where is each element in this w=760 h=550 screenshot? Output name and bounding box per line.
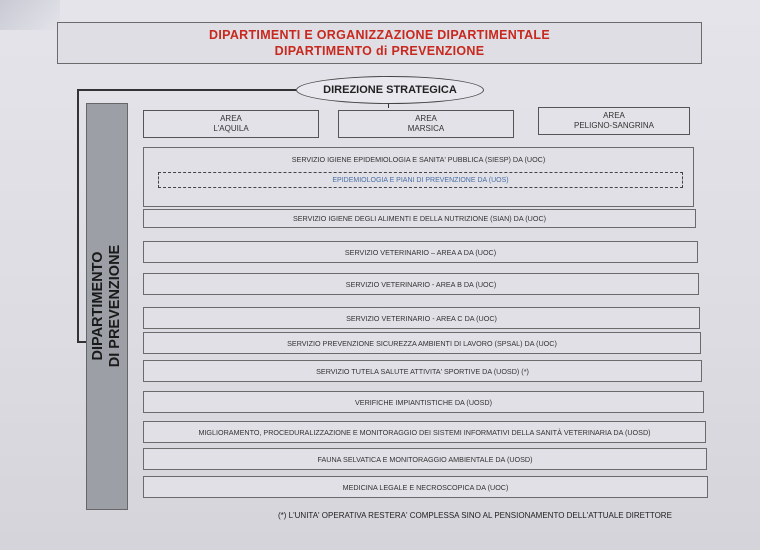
dipartimento-label-line1: DIPARTIMENTO <box>90 251 106 361</box>
service-box-vet-c <box>143 307 700 329</box>
service-box-fauna <box>143 448 707 470</box>
service-sub-uos: EPIDEMIOLOGIA E PIANI DI PREVENZIONE DA (UOS) <box>158 172 683 188</box>
dipartimento-label <box>90 245 124 367</box>
dipartimento-prevenzione-bar <box>86 103 128 510</box>
area-peligno-label: AREA <box>603 111 625 120</box>
area-laquila <box>143 110 319 138</box>
area-marsica-label: AREA <box>415 114 437 123</box>
service-box-vet-b <box>143 273 699 295</box>
service-label-vet-a: SERVIZIO VETERINARIO – AREA A DA (UOC) <box>344 247 497 257</box>
page-subtitle: DIPARTIMENTO di PREVENZIONE <box>274 44 485 58</box>
area-peligno-name: PELIGNO-SANGRINA <box>573 121 654 130</box>
connector-top-horizontal <box>77 89 296 91</box>
dipartimento-label-line2: DI PREVENZIONE <box>107 244 123 368</box>
connector-left-vertical <box>77 89 79 343</box>
service-box-miglioramento <box>143 421 706 443</box>
area-marsica <box>338 110 514 138</box>
direzione-strategica-node: DIREZIONE STRATEGICA <box>296 76 484 104</box>
area-laquila-name: L'AQUILA <box>213 124 249 133</box>
area-marsica-name: MARSICA <box>407 124 445 133</box>
service-box-spsal <box>143 332 701 354</box>
service-box-verifiche <box>143 391 704 413</box>
service-label-vet-c: SERVIZIO VETERINARIO - AREA C DA (UOC) <box>346 313 497 323</box>
service-label-verifiche: VERIFICHE IMPIANTISTICHE DA (UOSD) <box>355 397 492 407</box>
page-title: DIPARTIMENTI E ORGANIZZAZIONE DIPARTIMENTALE <box>209 28 550 42</box>
area-peligno-sangrina <box>538 107 690 135</box>
service-label-sport: SERVIZIO TUTELA SALUTE ATTIVITA' SPORTIVE DA (UOSD) (*) <box>316 366 529 376</box>
service-box-siesp <box>143 147 694 207</box>
area-laquila-label: AREA <box>220 114 242 123</box>
service-label-miglioramento: MIGLIORAMENTO, PROCEDURALIZZAZIONE E MONITORAGGIO DEI SISTEMI INFORMATIVI DELLA SANITÀ VETERINARIA DA (UOSD) <box>198 427 651 437</box>
service-label-medicina: MEDICINA LEGALE E NECROSCOPICA DA (UOC) <box>342 482 509 492</box>
service-label-fauna: FAUNA SELVATICA E MONITORAGGIO AMBIENTALE DA (UOSD) <box>317 454 533 464</box>
service-box-vet-a <box>143 241 698 263</box>
footnote: (*) L'UNITA' OPERATIVA RESTERA' COMPLESSA SINO AL PENSIONAMENTO DELL'ATTUALE DIRETTORE <box>278 511 672 520</box>
service-label-siesp: SERVIZIO IGIENE EPIDEMIOLOGIA E SANITA' PUBBLICA (SIESP) DA (UOC) <box>291 155 546 164</box>
page-shadow <box>0 0 60 30</box>
page-title-box <box>57 22 702 64</box>
service-label-sian: SERVIZIO IGIENE DEGLI ALIMENTI E DELLA NUTRIZIONE (SIAN) DA (UOC) <box>292 214 547 223</box>
service-box-medicina <box>143 476 708 498</box>
service-box-sian <box>143 209 696 228</box>
service-box-sport <box>143 360 702 382</box>
service-label-vet-b: SERVIZIO VETERINARIO - AREA B DA (UOC) <box>345 279 497 289</box>
service-label-spsal: SERVIZIO PREVENZIONE SICUREZZA AMBIENTI DI LAVORO (SPSAL) DA (UOC) <box>287 338 557 348</box>
